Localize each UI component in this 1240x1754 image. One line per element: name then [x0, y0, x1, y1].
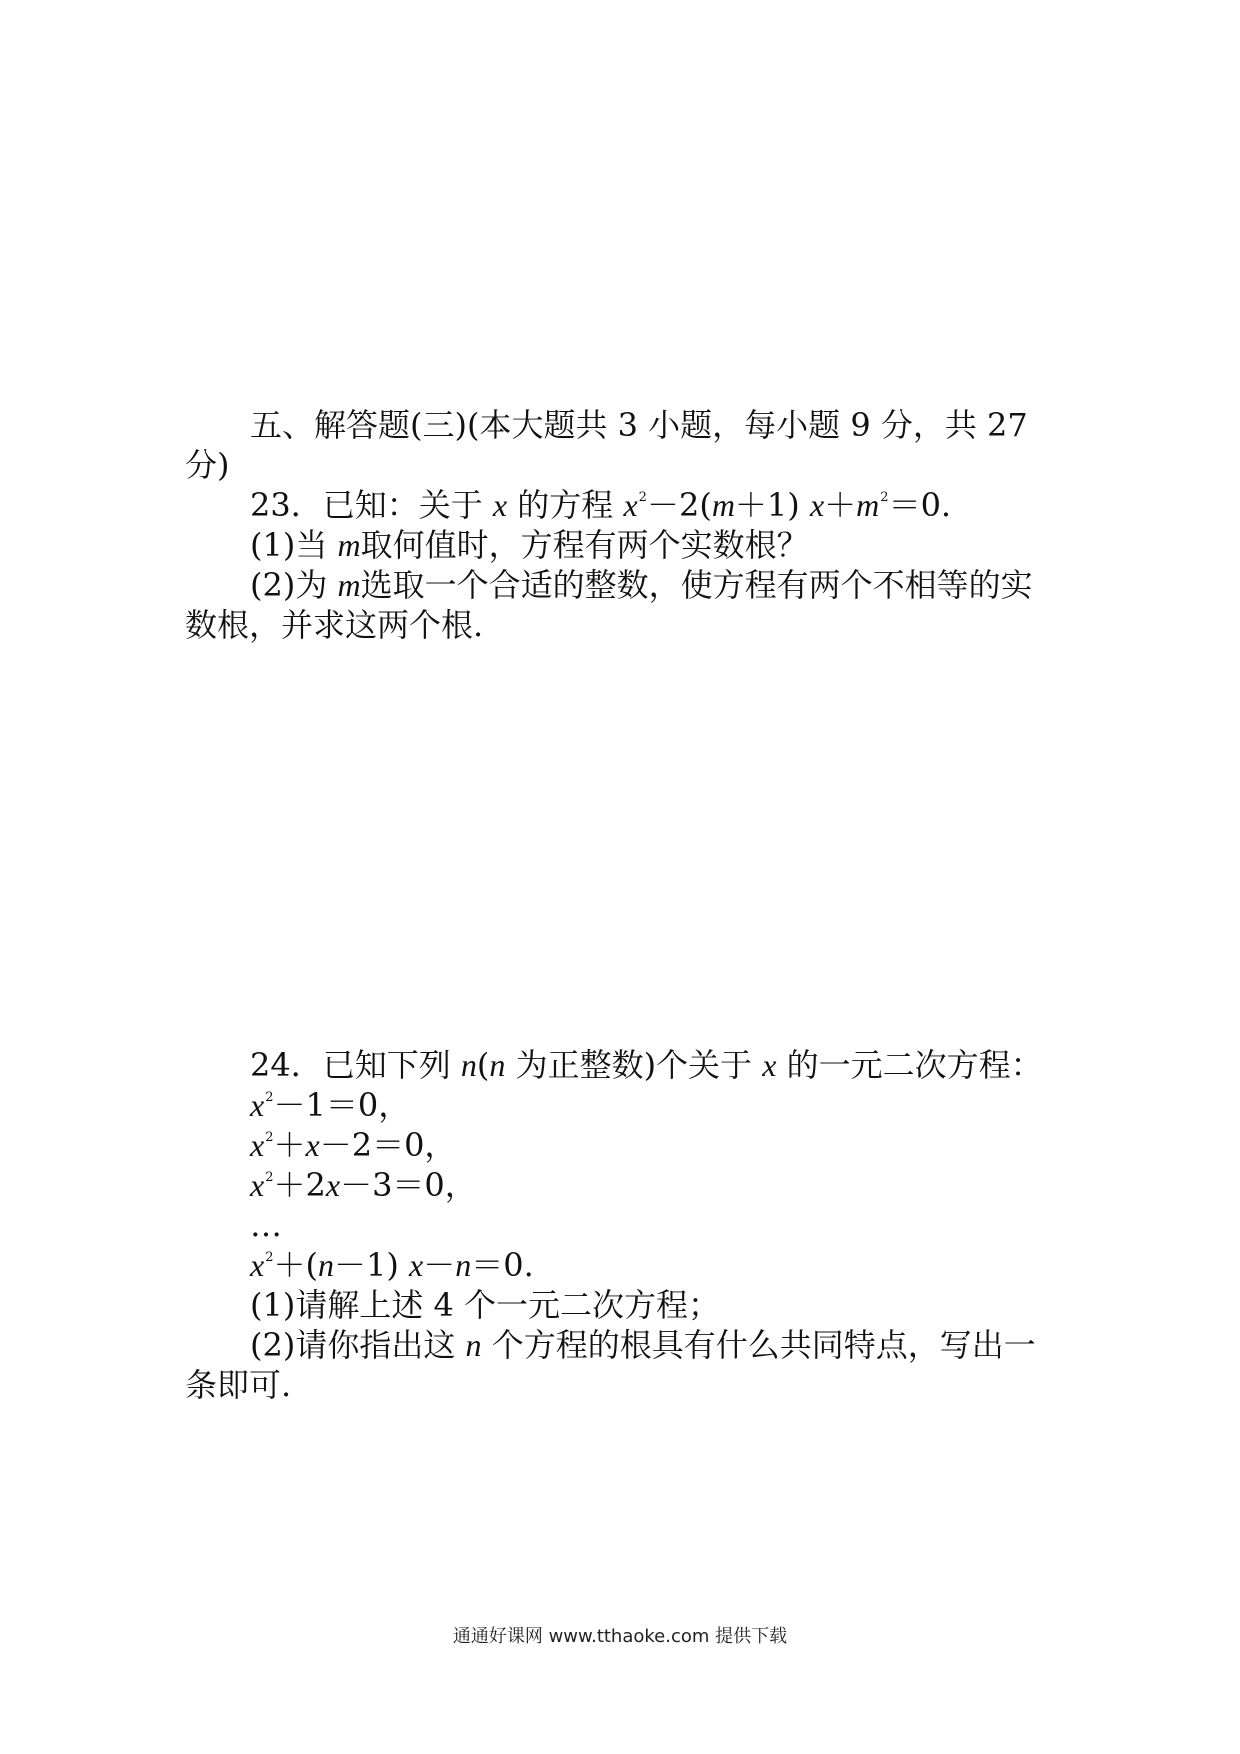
question-23-part-1: (1)当 m取何值时，方程有两个实数根？: [250, 526, 809, 564]
question-24-part-2: (2)请你指出这 n 个方程的根具有什么共同特点，写出一: [250, 1326, 1036, 1364]
question-23-stem: 23．已知：关于 x 的方程 $x^2-2(m+1)$ $x+m^2=0$.: [250, 486, 952, 524]
section-title-continued: 分): [185, 446, 230, 484]
equation-n: $x^2+(n-1)$ x－n＝0.: [250, 1246, 534, 1284]
equation-2: $x^2+x-2=0$，: [250, 1126, 457, 1164]
page-footer: 通通好课网 www.tthaoke.com 提供下载: [452, 1626, 788, 1647]
ellipsis: …: [250, 1206, 282, 1244]
question-24-part-2-continued: 条即可.: [185, 1366, 292, 1404]
question-24-part-1: (1)请解上述 4 个一元二次方程；: [250, 1286, 721, 1324]
section-title: 五、解答题(三)(本大题共 3 小题，每小题 9 分，共 27: [250, 406, 1028, 444]
question-23-part-2: (2)为 m选取一个合适的整数，使方程有两个不相等的实: [250, 566, 1033, 604]
equation-1: $x^2-1=0$，: [250, 1086, 411, 1124]
equation-3: $x^2+2x-3=0$，: [250, 1166, 477, 1204]
question-23-part-2-continued: 数根，并求这两个根.: [185, 606, 484, 644]
question-24-stem: 24．已知下列 n(n 为正整数)个关于 x 的一元二次方程：: [250, 1046, 1043, 1084]
